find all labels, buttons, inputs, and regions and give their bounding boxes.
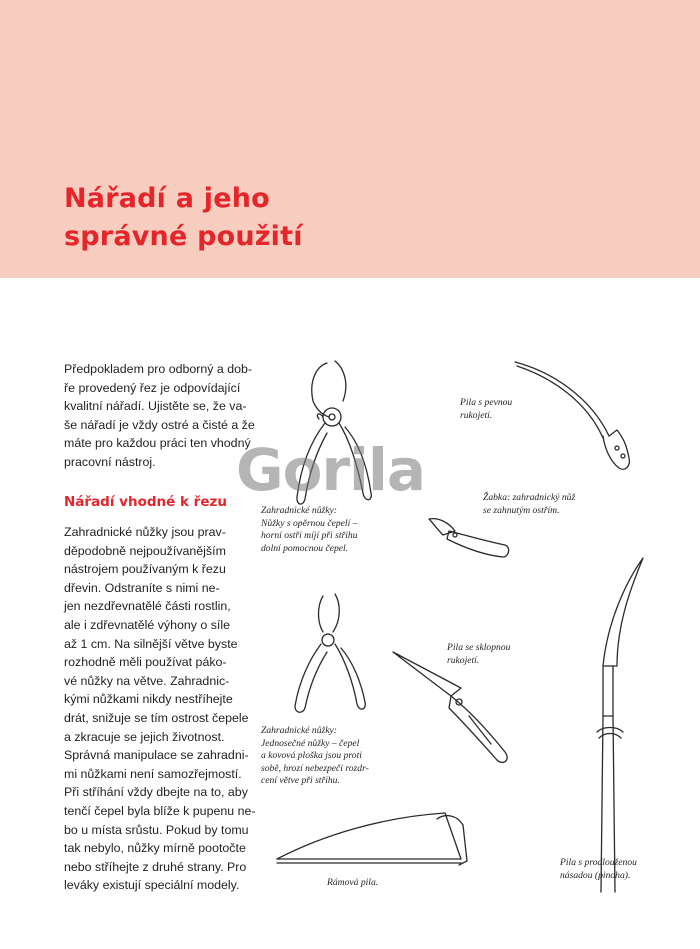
anvil-pruner-illustration bbox=[283, 590, 373, 720]
caption-line: Zahradnické nůžky: bbox=[261, 505, 337, 516]
section-heading: Nářadí vhodné k řezu bbox=[64, 494, 227, 510]
tool-illustrations bbox=[255, 340, 700, 900]
caption-line: se zahnutým ostřím. bbox=[483, 504, 560, 516]
text-line: Při stříhání vždy dbejte na to, aby bbox=[64, 785, 248, 800]
text-line: kými nůžkami nikdy nestříhejte bbox=[64, 692, 233, 707]
page-title-line: Nářadí a jeho bbox=[64, 183, 270, 214]
caption-frame-saw bbox=[327, 877, 378, 890]
text-line: dřevin. Odstraníte s nimi ne- bbox=[64, 580, 220, 595]
caption-line: Pila s prodlouženou bbox=[560, 857, 637, 868]
text-line: máte pro každou práci ten vhodný bbox=[64, 436, 251, 451]
text-line: nebo stříhejte z druhé strany. Pro bbox=[64, 859, 247, 874]
caption-line: a kovová ploška jsou proti bbox=[261, 750, 362, 762]
caption-line: sobě, hrozí nebezpečí rozdr- bbox=[261, 762, 369, 774]
text-line: ale i zdřevnatělé výhony o síle bbox=[64, 617, 230, 632]
text-line: še nářadí je vždy ostré a čisté a že bbox=[64, 417, 255, 432]
text-line: kvalitní nářadí. Ujistěte se, že va- bbox=[64, 399, 247, 414]
caption-line: Pila s pevnou bbox=[460, 397, 513, 408]
caption-bypass-pruner bbox=[261, 505, 358, 555]
pruning-knife-illustration bbox=[425, 515, 515, 565]
text-line: mi nůžkami není samozřejmostí. bbox=[64, 766, 242, 781]
caption-line: Nůžky s opěrnou čepelí – bbox=[261, 517, 358, 529]
page-title-line: správné použití bbox=[64, 221, 303, 252]
page-title bbox=[64, 180, 303, 256]
caption-line: násadou (pinoha). bbox=[560, 869, 631, 881]
text-line: až 1 cm. Na silnější větve byste bbox=[64, 636, 238, 651]
caption-folding-saw bbox=[447, 642, 510, 667]
caption-line: Jednosečné nůžky – čepel bbox=[261, 737, 360, 749]
text-line: leváky existují speciální modely. bbox=[64, 878, 240, 893]
caption-line: cení větve při střihu. bbox=[261, 775, 340, 787]
text-line: nástrojem používaným k řezu bbox=[64, 562, 226, 577]
text-line: bo u místa srůstu. Pokud by tomu bbox=[64, 822, 249, 837]
caption-pole-saw bbox=[560, 857, 637, 882]
caption-line: horní ostří míjí při střihu bbox=[261, 530, 358, 542]
caption-line: Zahradnické nůžky: bbox=[261, 725, 337, 736]
caption-line: dolní pomocnou čepel. bbox=[261, 542, 349, 554]
text-line: děpodobně nejpoužívanějším bbox=[64, 543, 226, 558]
intro-paragraph bbox=[64, 360, 255, 472]
text-line: Správná manipulace se zahradni- bbox=[64, 748, 249, 763]
frame-saw-illustration bbox=[273, 805, 483, 875]
text-line: Předpokladem pro odborný a dob- bbox=[64, 362, 253, 376]
text-line: pracovní nástroj. bbox=[64, 454, 156, 469]
text-line: a zkracuje se jejich životnost. bbox=[64, 729, 225, 744]
text-line: vé nůžky na větve. Zahradnic- bbox=[64, 673, 230, 688]
caption-line: rukojetí. bbox=[447, 654, 480, 666]
text-line: rozhodně měli používat páko- bbox=[64, 655, 227, 670]
fixed-handle-saw-illustration bbox=[513, 358, 653, 478]
text-line: tak nebylo, nůžky mírně pootočte bbox=[64, 841, 246, 856]
pole-saw-illustration bbox=[573, 556, 653, 896]
watermark-logo: Gorila bbox=[236, 436, 425, 504]
section-body bbox=[64, 523, 256, 895]
caption-anvil-pruner bbox=[261, 725, 369, 788]
text-line: drát, snižuje se tím ostrost čepele bbox=[64, 710, 249, 725]
text-line: tenčí čepel byla blíže k pupenu ne- bbox=[64, 803, 256, 818]
caption-pruning-knife bbox=[483, 492, 575, 517]
text-line: Zahradnické nůžky jsou prav- bbox=[64, 525, 226, 539]
caption-line: Pila se sklopnou bbox=[447, 642, 511, 653]
text-line: jen nezdřevnatělé části rostlin, bbox=[64, 599, 231, 614]
text-line: ře provedený řez je odpovídající bbox=[64, 380, 241, 395]
caption-line: rukojetí. bbox=[460, 409, 493, 421]
caption-line: Rámová pila. bbox=[327, 877, 379, 888]
caption-fixed-saw bbox=[460, 397, 512, 422]
caption-line: Žabka: zahradnický nůž bbox=[483, 492, 576, 503]
